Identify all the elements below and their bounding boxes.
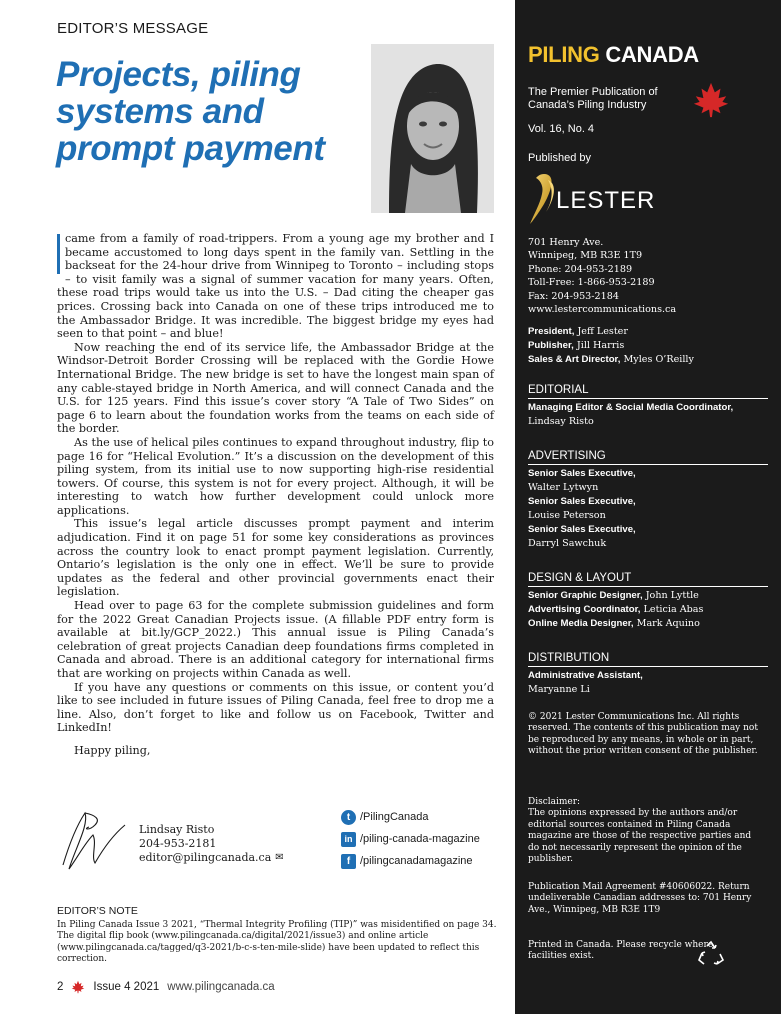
staff-entry: Sales & Art Director, Myles O’Reilly — [528, 354, 694, 365]
author-contact — [139, 823, 284, 865]
article-body — [57, 232, 494, 735]
social-facebook-row[interactable] — [341, 850, 480, 872]
article-paragraph: came from a family of road-trippers. From a young age my brother and I became accustomed to long days spent in the family van. Settling in the backseat for the 24-hour drive from Winnipeg to Toronto – including stops – to visit family was a signal of summer vacation for many years. Often, these road trips would take us into the U.S. – Dad citing the cheaper gas prices. Crossing back into Canada on one of these trips introduced me to the Ambassador Bridge. It was incredible. The biggest bridge my eyes had seen to that point – and blue! — [57, 232, 494, 341]
linkedin-icon: in — [341, 832, 356, 847]
editorial-title: EDITORIAL — [528, 383, 768, 399]
page-number: 2 — [57, 981, 64, 993]
author-email[interactable]: editor@pilingcanada.ca — [139, 851, 272, 864]
handwritten-signature — [55, 805, 133, 877]
editor-portrait — [371, 44, 494, 213]
staff-list — [528, 325, 694, 367]
author-email-row — [139, 851, 284, 865]
staff-entry: Publisher, Jill Harris — [528, 340, 625, 351]
design-title: DESIGN & LAYOUT — [528, 571, 768, 587]
article-paragraph: As the use of helical piles continues to expand throughout industry, flip to page 16 for “Helical Evolution.” It’s a discussion on the development of this piling system, from its initial use to now supporting high-rise residential towers. Of course, this system is not for every project. Although, it will be interesting to watch how further development could unlock more applications. — [57, 435, 494, 517]
article-paragraph: This issue’s legal article discusses prompt payment and interim adjudication. Find it on page 51 for some key considerations as provinces across the country look to enact prompt payment legislation. Currently, Ontario’s legislation is the only one in effect. We’ll be sure to provide updates as the federal and other provincial governments enact their legislation. — [57, 517, 494, 599]
publisher-address: 701 Henry Ave. Winnipeg, MB R3E 1T9 Phone: 204-953-2189 Toll-Free: 1-866-953-2189 Fax: 204-953-2184 www.lestercommunications.ca — [528, 237, 677, 316]
printed-notice: Printed in Canada. Please recycle where facilities exist. — [528, 940, 714, 962]
drop-cap-bar — [57, 234, 60, 274]
editors-note-label: EDITOR’S NOTE — [57, 905, 138, 917]
editors-note-text: In Piling Canada Issue 3 2021, “Thermal Integrity Profiling (TIP)” was misidentified on page 34. The digital flip book (www.pilingcanada.ca/digital/2021/issue3) and online article (www.pilingcanada.ca/tagged/q3-2021/b-c-s-ten-mile-slide) have been updated to reflect this correction. — [57, 920, 497, 965]
article-paragraph: Now reaching the end of its service life, the Ambassador Bridge at the Windsor-Detroit Border Crossing will be replaced with the Gordie Howe International Bridge. The new bridge is set to have the longest main span of any cable-stayed bridge in North America, and will connect Canada and the U.S. for 125 years. Find this issue’s cover story “A Tale of Two Sides” on page 6 to learn about the foundation works from the teams on each side of the border. — [57, 340, 494, 436]
email-icon: ✉ — [275, 852, 284, 863]
staff-entry: President, Jeff Lester — [528, 326, 628, 337]
advertising-section: ADVERTISING Senior Sales Executive, Walter Lytwyn Senior Sales Executive, Louise Peterson Senior Sales Executive, Darryl Sawchuk — [528, 449, 768, 551]
page-footer — [57, 980, 275, 994]
author-name: Lindsay Risto — [139, 823, 215, 836]
recycle-icon — [696, 940, 726, 970]
signoff: Happy piling, — [74, 744, 151, 757]
brand-tagline: The Premier Publication of Canada’s Piling Industry — [528, 86, 658, 111]
article-paragraph: If you have any questions or comments on this issue, or content you’d like to see included in future issues of Piling Canada, feel free to drop me a line. Also, don’t forget to like and follow us on Facebook, Twitter and LinkedIn! — [57, 680, 494, 735]
twitter-handle[interactable]: /PilingCanada — [360, 811, 429, 823]
disclaimer: Disclaimer: The opinions expressed by the authors and/or editorial sources contained in Piling Canada magazine are those of the respective parties and do not necessarily represent the opinion of the publisher. — [528, 797, 752, 865]
maple-leaf-icon — [692, 80, 730, 120]
lester-logo — [526, 170, 686, 226]
linkedin-handle[interactable]: /piling-canada-magazine — [360, 833, 480, 845]
distribution-section: DISTRIBUTION Administrative Assistant, Maryanne Li — [528, 651, 768, 697]
mail-agreement: Publication Mail Agreement #40606022. Return undeliverable Canadian addresses to: 701 Henry Ave., Winnipeg, MB R3E 1T9 — [528, 882, 752, 915]
copyright-notice: © 2021 Lester Communications Inc. All rights reserved. The contents of this publication may not be reproduced by any means, in whole or in part, without the prior written consent of the publisher. — [528, 712, 758, 757]
article-paragraph: Head over to page 63 for the complete submission guidelines and form for the 2022 Great Canadian Projects issue. (A fillable PDF entry form is available at bit.ly/GCP_2022.) This annual issue is Piling Canada’s celebration of great projects Canadian deep foundations firms completed in Canada and abroad. There is an additional category for international firms that are working on projects within Canada as well. — [57, 599, 494, 680]
publisher-website[interactable]: www.lestercommunications.ca — [528, 304, 677, 316]
twitter-icon: t — [341, 810, 356, 825]
social-links — [341, 806, 480, 872]
editorial-section: EDITORIAL Managing Editor & Social Media Coordinator, Lindsay Risto — [528, 383, 768, 429]
headline: Projects, piling systems and prompt payment — [56, 55, 325, 168]
issue-label: Issue 4 2021 — [93, 981, 160, 993]
volume-number: Vol. 16, No. 4 — [528, 123, 595, 135]
facebook-icon: f — [341, 854, 356, 869]
brand-logo: PILING CANADA — [528, 42, 699, 67]
social-twitter-row[interactable] — [341, 806, 480, 828]
section-label: EDITOR’S MESSAGE — [57, 20, 209, 37]
svg-text:LESTER: LESTER — [556, 187, 656, 214]
masthead-sidebar — [515, 0, 781, 1014]
maple-leaf-icon — [71, 980, 85, 994]
design-section: DESIGN & LAYOUT Senior Graphic Designer, John Lyttle Advertising Coordinator, Leticia Abas Online Media Designer, Mark Aquino — [528, 571, 768, 631]
author-phone: 204-953-2181 — [139, 837, 217, 850]
social-linkedin-row[interactable] — [341, 828, 480, 850]
advertising-title: ADVERTISING — [528, 449, 768, 465]
published-by-label: Published by — [528, 152, 591, 164]
facebook-handle[interactable]: /pilingcanadamagazine — [360, 855, 473, 867]
footer-url[interactable]: www.pilingcanada.ca — [167, 981, 275, 993]
distribution-title: DISTRIBUTION — [528, 651, 768, 667]
